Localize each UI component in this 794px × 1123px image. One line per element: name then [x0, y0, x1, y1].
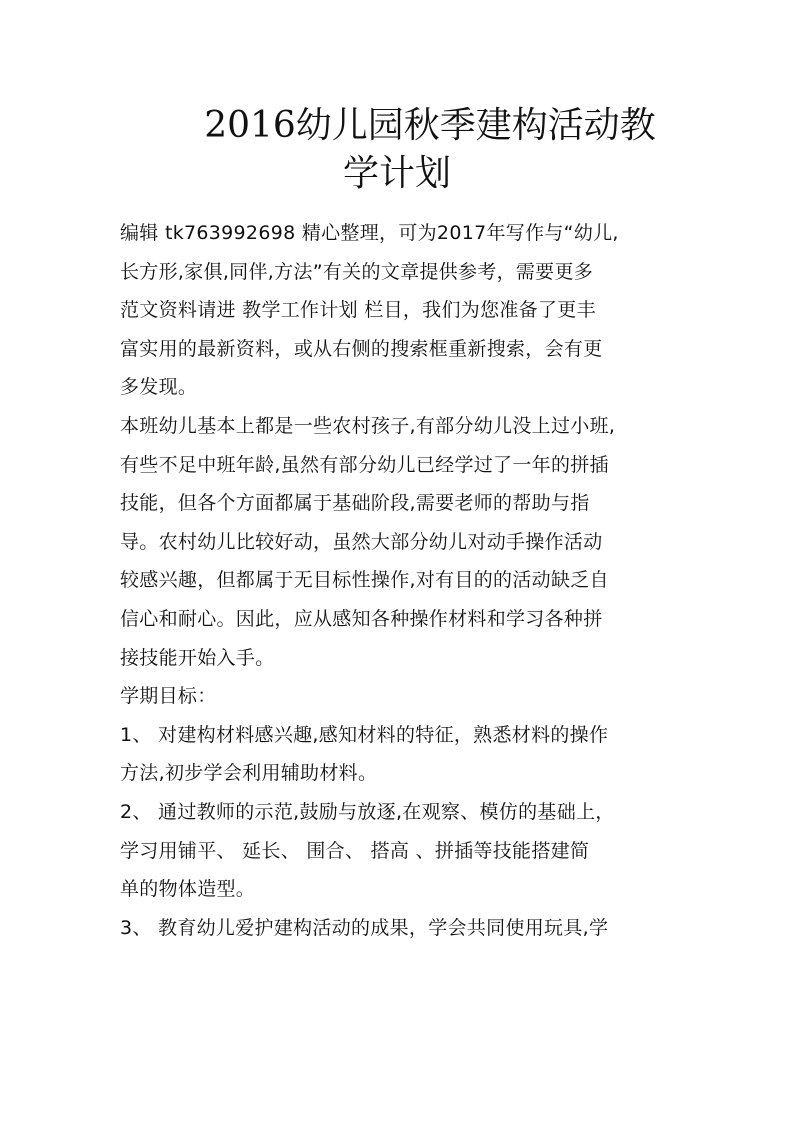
document-title-line-2	[0, 150, 794, 198]
paragraph-class-situation	[120, 407, 680, 677]
text-line: 接技能开始入手。	[120, 646, 275, 669]
paragraph-semester-goals-heading	[120, 677, 680, 716]
text-line: 2、 通过教师的示范,鼓励与放逐,在观察、模仿的基础上，	[120, 800, 615, 823]
text-line: 单的物体造型。	[120, 878, 256, 901]
text-line: 导。农村幼儿比较好动，虽然大部分幼儿对动手操作活动	[120, 530, 603, 553]
text-line: 范文资料请进 教学工作计划 栏目，我们为您准备了更丰	[120, 299, 596, 322]
text-line: 3、 教育幼儿爱护建构活动的成果，学会共同使用玩具,学	[120, 916, 609, 939]
text-line: 1、 对建构材料感兴趣,感知材料的特征，熟悉材料的操作	[120, 723, 609, 746]
text-line: 编辑 tk763992698 精心整理，可为2017年写作与“幼儿,	[120, 222, 619, 244]
text-line: 富实用的最新资料，或从右侧的搜索框重新搜索，会有更	[120, 337, 603, 360]
text-line: 有些不足中班年龄,虽然有部分幼儿已经学过了一年的拼插	[120, 453, 609, 476]
section-heading: 学期目标：	[120, 685, 217, 708]
paragraph-intro	[120, 214, 680, 407]
paragraph-goal-3	[120, 909, 680, 948]
text-line: 技能，但各个方面都属于基础阶段,需要老师的帮助与指	[120, 492, 590, 515]
document-body	[120, 214, 680, 947]
document-title-line-1: 2016幼儿园秋季建构活动教	[204, 105, 656, 146]
paragraph-goal-1	[120, 716, 680, 793]
text-line: 学习用铺平、 延长、 围合、 搭高 、拼插等技能搭建简	[120, 839, 590, 862]
text-line: 多发现。	[120, 376, 198, 399]
document-title-line-2-text: 学计划	[342, 153, 451, 194]
text-line: 长方形,家俱,同伴,方法”有关的文章提供参考，需要更多	[120, 260, 594, 283]
text-line: 方法,初步学会利用辅助材料。	[120, 762, 378, 785]
text-line: 较感兴趣，但都属于无目标性操作,对有目的的活动缺乏自	[120, 569, 609, 592]
text-line: 信心和耐心。因此，应从感知各种操作材料和学习各种拼	[120, 607, 603, 630]
text-line: 本班幼儿基本上都是一些农村孩子,有部分幼儿没上过小班,	[120, 414, 616, 437]
paragraph-goal-2	[120, 793, 680, 909]
